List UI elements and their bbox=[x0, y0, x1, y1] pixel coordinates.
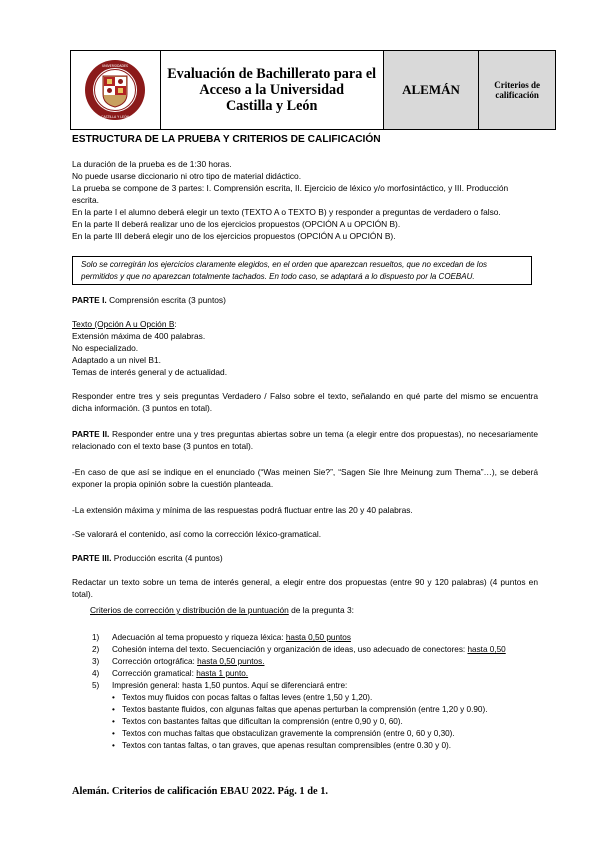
criteria-points: hasta 0,50 puntos bbox=[285, 633, 351, 642]
bullet-item: • Textos muy fluidos con pocas faltas o faltas leves (entre 1,50 y 1,20). bbox=[112, 692, 540, 704]
criteria-item bbox=[92, 632, 540, 644]
title-line: Acceso a la Universidad bbox=[199, 82, 344, 98]
criteria-item bbox=[92, 644, 540, 656]
part3-heading bbox=[72, 552, 223, 564]
criteria-number: 2) bbox=[92, 645, 100, 654]
part2-text: Responder entre una y tres preguntas abiertas sobre un tema (a elegir entre dos propuestas), no necesariamente relacionado con el texto base (3 puntos en total). bbox=[72, 429, 538, 451]
text-option-label bbox=[72, 318, 177, 330]
impression-bullets bbox=[112, 692, 540, 752]
part2-note-opinion: -En caso de que así se indique en el enunciado (“Was meinen Sie?”, “Sagen Sie Ihre Meinung zum Thema”…), se deberá exponer la propia opinión sobre la cuestión planteada. bbox=[72, 467, 538, 489]
part1-paragraph: Responder entre tres y seis preguntas Verdadero / Falso sobre el texto, señalando en qué parte del mismo se encuentra dicha información. (3 puntos en total). bbox=[72, 391, 538, 413]
criteria-heading-rest: de la pregunta 3: bbox=[288, 605, 354, 615]
bullet-item: • Textos con bastantes faltas que dificultan la comprensión (entre 0,90 y 0, 60). bbox=[112, 716, 540, 728]
criteria-number: 4) bbox=[92, 669, 100, 678]
intro-line: En la parte III deberá elegir uno de los ejercicios propuestos (OPCIÓN A u OPCIÓN B). bbox=[72, 231, 396, 241]
criteria-heading-underlined: Criterios de corrección y distribución de la puntuación bbox=[90, 605, 289, 615]
svg-text:UNIVERSIDADES: UNIVERSIDADES bbox=[102, 64, 129, 68]
criteria-number: 5) bbox=[92, 681, 100, 690]
criteria-points: hasta 0,50 puntos. bbox=[197, 657, 265, 666]
text-spec-line: Adaptado a un nivel B1. bbox=[72, 355, 161, 365]
part2-note-length: -La extensión máxima y mínima de las respuestas podrá fluctuar entre las 20 y 40 palabras. bbox=[72, 505, 413, 515]
criteria-item bbox=[92, 656, 540, 668]
exam-title bbox=[161, 51, 384, 129]
bullet-item: • Textos con muchas faltas que obstaculizan gravemente la comprensión (entre 0, 60 y 0,30). bbox=[112, 728, 540, 740]
text-spec-line: Extensión máxima de 400 palabras. bbox=[72, 331, 206, 341]
criteria-text: Impresión general: hasta 1,50 puntos. Aquí se diferenciará entre: bbox=[112, 681, 348, 690]
part3-title: Producción escrita (4 puntos) bbox=[111, 553, 223, 563]
criteria-label: Criterios de calificación bbox=[479, 51, 555, 129]
part1-title: Comprensión escrita (3 puntos) bbox=[106, 295, 226, 305]
part1-heading bbox=[72, 294, 226, 306]
part2-paragraph bbox=[72, 428, 538, 452]
intro-line: La prueba se compone de 3 partes: I. Comprensión escrita, II. Ejercicio de léxico y/o morfosintáctico, y III. Producción bbox=[72, 183, 509, 193]
university-seal-logo bbox=[83, 58, 147, 122]
criteria-points: hasta 1 punto. bbox=[196, 669, 249, 678]
intro-line: escrita. bbox=[72, 195, 99, 205]
part3-paragraph: Redactar un texto sobre un tema de interés general, a elegir entre dos propuestas (entre 90 y 120 palabras) (4 puntos en total). bbox=[72, 577, 538, 599]
intro-line: No puede usarse diccionario ni otro tipo de material didáctico. bbox=[72, 171, 302, 181]
criteria-points: hasta 0,50 bbox=[467, 645, 506, 654]
criteria-number: 3) bbox=[92, 657, 100, 666]
title-line: Castilla y León bbox=[225, 98, 318, 114]
part3-label: PARTE III. bbox=[72, 553, 112, 563]
svg-text:CASTILLA Y LEÓN: CASTILLA Y LEÓN bbox=[101, 115, 130, 119]
bullet-item: • Textos con tantas faltas, o tan graves, que apenas resultan comprensibles (entre 0.30 y 0). bbox=[112, 740, 540, 752]
criteria-text: Adecuación al tema propuesto y riqueza léxica: bbox=[112, 633, 286, 642]
criteria-list bbox=[92, 632, 540, 752]
correction-note: Solo se corregirán los ejercicios claramente elegidos, en el orden que aparezcan resueltos, que no excedan de los permitidos y que no aparezcan totalmente tachados. En todo caso, se adaptará a lo dispuesto por la COEBAU. bbox=[72, 256, 532, 285]
intro-line: En la parte I el alumno deberá elegir un texto (TEXTO A o TEXTO B) y responder a preguntas de verdadero o falso. bbox=[72, 207, 501, 217]
text-option-underlined: Texto (Opción A u Opción B bbox=[72, 319, 175, 329]
criteria-item bbox=[92, 680, 540, 752]
criteria-text: Corrección ortográfica: bbox=[112, 657, 198, 666]
criteria-text: Cohesión interna del texto. Secuenciación y organización de ideas, uso adecuado de conectores: bbox=[112, 645, 468, 654]
text-option-colon: : bbox=[174, 319, 177, 329]
header-table bbox=[70, 50, 556, 130]
bullet-item: • Textos bastante fluidos, con algunas faltas que apenas perturban la comprensión (entre 1,20 y 0.90). bbox=[112, 704, 540, 716]
criteria-number: 1) bbox=[92, 633, 100, 642]
text-spec-line: No especializado. bbox=[72, 343, 139, 353]
logo-cell bbox=[71, 51, 161, 129]
part1-label: PARTE I. bbox=[72, 295, 107, 305]
part2-note-content: -Se valorará el contenido, así como la corrección léxico-gramatical. bbox=[72, 529, 322, 539]
intro-line: En la parte II deberá realizar uno de los ejercicios propuestos (OPCIÓN A u OPCIÓN B). bbox=[72, 219, 401, 229]
criteria-item bbox=[92, 668, 540, 680]
text-spec-line: Temas de interés general y de actualidad. bbox=[72, 367, 228, 377]
intro-line: La duración de la prueba es de 1:30 horas. bbox=[72, 159, 232, 169]
title-line: Evaluación de Bachillerato para el bbox=[167, 66, 377, 82]
criteria-heading bbox=[90, 604, 354, 616]
subject-label: ALEMÁN bbox=[384, 51, 480, 129]
page-footer: Alemán. Criterios de calificación EBAU 2022. Pág. 1 de 1. bbox=[72, 786, 328, 797]
part2-label: PARTE II. bbox=[72, 429, 110, 439]
section-heading: ESTRUCTURA DE LA PRUEBA Y CRITERIOS DE CALIFICACIÓN bbox=[72, 134, 381, 145]
criteria-text: Corrección gramatical: bbox=[112, 669, 197, 678]
